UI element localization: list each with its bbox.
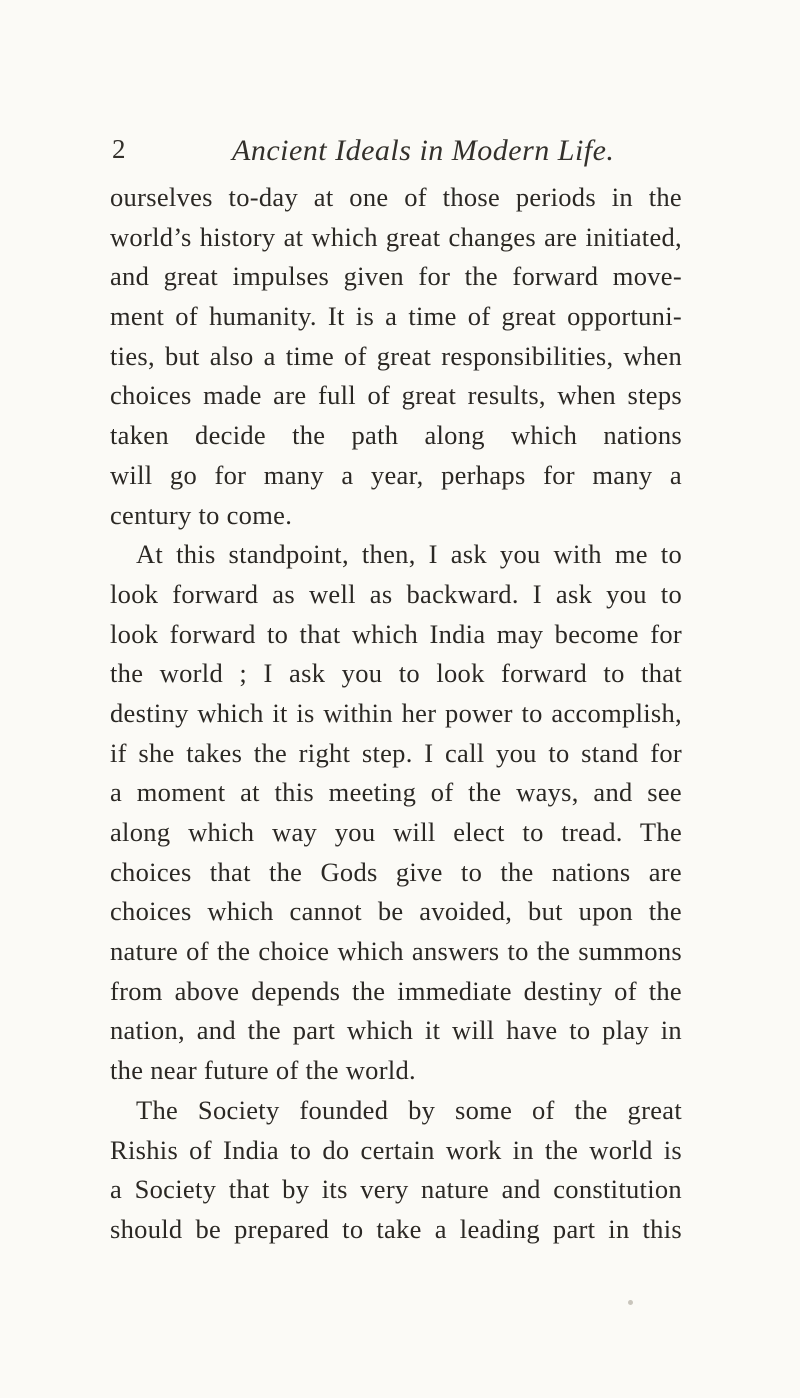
running-head: [112, 134, 672, 174]
text-line: if she takes the right step. I call you to stand for: [110, 737, 682, 768]
text-line: ties, but also a time of great responsibilities, when: [110, 340, 682, 371]
text-line: the world ; I ask you to look forward to that: [110, 658, 682, 689]
running-title: Ancient Ideals in Modern Life.: [232, 134, 615, 167]
text-line: taken decide the path along which nations: [110, 420, 682, 451]
text-line: along which way you will elect to tread. The: [110, 817, 682, 847]
text-line: destiny which it is within her power to accomplish,: [110, 697, 682, 728]
text-line: look forward as well as backward. I ask you to: [110, 578, 682, 609]
text-line: look forward to that which India may become for: [110, 618, 682, 649]
text-line: ourselves to-day at one of those periods in the: [110, 182, 682, 212]
text-line: a moment at this meeting of the ways, and see: [110, 777, 682, 808]
text-line: century to come.: [110, 499, 293, 530]
text-line: nature of the choice which answers to the summons: [110, 936, 682, 967]
text-line: nation, and the part which it will have to play in: [110, 1015, 682, 1046]
text-line: a Society that by its very nature and constitution: [110, 1174, 682, 1205]
text-line: choices which cannot be avoided, but upon the: [110, 896, 682, 927]
text-line: should be prepared to take a leading part in this: [110, 1213, 682, 1244]
body-text: [110, 178, 682, 1250]
text-line: The Society founded by some of the great: [136, 1094, 682, 1125]
text-line: choices made are full of great results, when steps: [110, 380, 682, 411]
paper-speck: [628, 1300, 633, 1305]
text-line: ment of humanity. It is a time of great opportuni-: [110, 301, 682, 332]
text-line: choices that the Gods give to the nations are: [110, 856, 682, 887]
text-line: from above depends the immediate destiny of the: [110, 975, 682, 1006]
text-line: Rishis of India to do certain work in the world is: [110, 1134, 682, 1165]
text-line: the near future of the world.: [110, 1055, 416, 1086]
text-line: will go for many a year, perhaps for many a: [110, 459, 682, 490]
text-line: world’s history at which great changes are initiated,: [110, 221, 682, 252]
page-number: 2: [112, 134, 126, 164]
text-line: At this standpoint, then, I ask you with me to: [136, 539, 682, 570]
text-line: and great impulses given for the forward move-: [110, 261, 682, 292]
